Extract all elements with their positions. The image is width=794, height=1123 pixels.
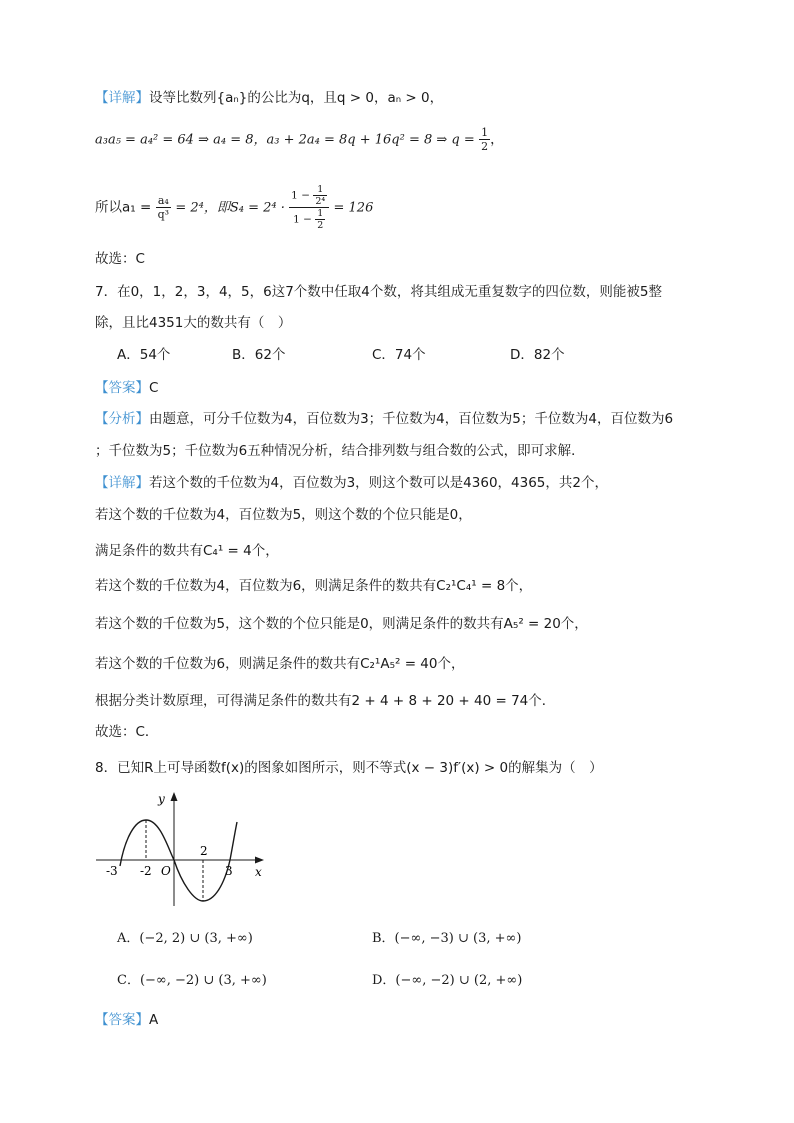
q7-detail-line-3: 满足条件的数共有C₄¹ = 4个， <box>95 543 279 559</box>
answer-value: C <box>149 380 159 396</box>
tick-label-minus-2: -2 <box>140 864 152 878</box>
detail-tag: 【详解】 <box>95 90 149 106</box>
q7-option-d: D．82个 <box>510 347 565 363</box>
answer-tag: 【答案】 <box>95 380 149 396</box>
tick-label-minus-3: -3 <box>106 864 118 878</box>
equation-2-mid: = 2⁴，即S₄ = 2⁴ · <box>175 200 285 216</box>
q7-answer <box>95 378 158 398</box>
q8-option-b: B．(−∞, −3) ∪ (3, +∞) <box>372 931 522 946</box>
q7-option-c: C．74个 <box>372 347 426 363</box>
equation-2-prefix: 所以a₁ = <box>95 199 152 216</box>
q7-detail-line-2: 若这个数的千位数为4，百位数为5，则这个数的个位只能是0， <box>95 507 472 523</box>
s4-fraction: 1 − $\frac{1}{\text{2⁴}}$ 1 − $\frac{1}{2}$ <box>289 184 329 231</box>
equation-2-end: = 126 <box>333 200 374 216</box>
analysis-tag: 【分析】 <box>95 411 149 427</box>
a1-fraction: $\frac{\text{a₄}}{\text{q³}}$ <box>157 194 170 221</box>
detail-line-1 <box>95 88 443 108</box>
function-graph <box>90 788 275 913</box>
detail-tag: 【详解】 <box>95 475 149 491</box>
q7-detail-line-6: 若这个数的千位数为6，则满足条件的数共有C₂¹A₅² = 40个， <box>95 656 465 672</box>
x-axis-arrow-icon <box>255 857 264 864</box>
q8-option-c: C．(−∞, −2) ∪ (3, +∞) <box>117 973 267 988</box>
q7-analysis-line-2: ；千位数为5；千位数为6五种情况分析，结合排列数与组合数的公式，即可求解． <box>95 443 585 459</box>
answer-value: A <box>149 1012 159 1028</box>
tick-label-plus-3: 3 <box>225 864 233 878</box>
equation-1: a₃a₅ = a₄² = 64 ⇒ a₄ = 8，a₃ + 2a₄ = 8q + 16q² = 8 ⇒ q = <box>95 132 475 148</box>
q7-detail-line-4: 若这个数的千位数为4，百位数为6，则满足条件的数共有C₂¹C₄¹ = 8个， <box>95 578 533 594</box>
origin-label: O <box>161 864 171 878</box>
detail-equation-2 <box>95 184 373 231</box>
q7-choice: 故选：C． <box>95 724 159 740</box>
detail-equation-1: a₃a₅ = a₄² = 64 ⇒ a₄ = 8，a₃ + 2a₄ = 8q + 16q² = 8 ⇒ q = $\frac{1}{2}$ ， <box>95 126 504 153</box>
q8-answer <box>95 1010 158 1030</box>
q7-detail-line-1: 【详解】若这个数的千位数为4，百位数为3，则这个数可以是4360，4365，共2个， <box>95 475 608 491</box>
q8-stem: 8．已知R上可导函数f(x)的图象如图所示，则不等式(x − 3)f′(x) > 0的解集为（ ） <box>95 760 603 776</box>
q7-option-b: B．62个 <box>232 347 286 363</box>
q8-option-d: D．(−∞, −2) ∪ (2, +∞) <box>372 973 523 988</box>
y-label: y <box>158 792 165 806</box>
q7-analysis-line-1: 【分析】由题意，可分千位数为4，百位数为3；千位数为4，百位数为5；千位数为4，百位数为6 <box>95 411 674 427</box>
x-label: x <box>255 865 262 879</box>
q7-option-a: A．54个 <box>117 347 171 363</box>
tick-label-plus-2: 2 <box>200 844 208 858</box>
y-axis-arrow-icon <box>171 792 178 801</box>
q7-detail-line-7: 根据分类计数原理，可得满足条件的数共有2 + 4 + 8 + 20 + 40 = 74个． <box>95 693 556 709</box>
q7-stem-line-1: 7．在0，1，2，3，4，5，6这7个数中任取4个数，将其组成无重复数字的四位数，则能被5整 <box>95 284 662 300</box>
detail-text: 设等比数列{aₙ}的公比为q，且q > 0，aₙ > 0， <box>149 90 444 106</box>
q8-option-a: A．(−2, 2) ∪ (3, +∞) <box>117 931 253 946</box>
q-fraction: $\frac{1}{2}$ <box>481 126 489 153</box>
detail-choice: 故选：C <box>95 251 145 267</box>
q7-stem-line-2: 除，且比4351大的数共有（ ） <box>95 315 292 331</box>
q7-detail-line-5: 若这个数的千位数为5，这个数的个位只能是0，则满足条件的数共有A₅² = 20个， <box>95 616 588 632</box>
answer-tag: 【答案】 <box>95 1012 149 1028</box>
